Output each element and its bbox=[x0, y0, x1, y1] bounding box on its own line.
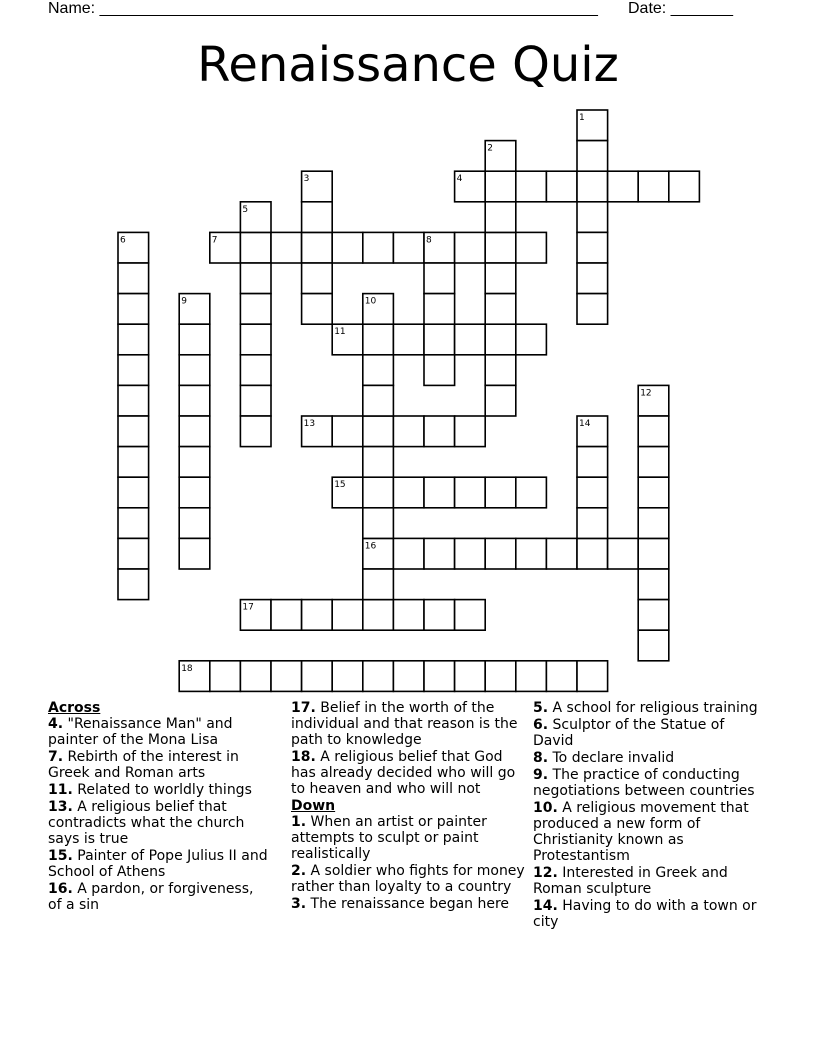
clue-number: 5. bbox=[533, 700, 549, 716]
across-column-1 bbox=[48, 700, 270, 914]
grid-cell[interactable] bbox=[118, 324, 149, 355]
grid-cell[interactable] bbox=[271, 232, 302, 263]
clue-number: 13. bbox=[48, 799, 73, 815]
grid-cell[interactable] bbox=[118, 569, 149, 600]
clue-text: Rebirth of the interest in Greek and Roman arts bbox=[48, 749, 239, 781]
clue-number: 14. bbox=[533, 898, 558, 914]
grid-cell[interactable] bbox=[669, 171, 700, 202]
clue-text: Having to do with a town or city bbox=[533, 898, 757, 930]
down-column-3 bbox=[533, 700, 765, 931]
across-clue bbox=[48, 799, 270, 847]
grid-cell[interactable] bbox=[118, 538, 149, 569]
grid-cell[interactable] bbox=[638, 508, 669, 539]
clue-number-label: 16 bbox=[364, 541, 377, 552]
date-field-label[interactable]: Date: _______ bbox=[628, 0, 733, 17]
clue-number: 12. bbox=[533, 865, 558, 881]
across-clue bbox=[48, 716, 270, 748]
grid-cell[interactable] bbox=[363, 355, 394, 386]
down-clue bbox=[291, 863, 526, 895]
grid-cell[interactable] bbox=[363, 569, 394, 600]
across-clue bbox=[48, 848, 270, 880]
grid-cell[interactable] bbox=[485, 385, 516, 416]
grid-cell[interactable] bbox=[363, 416, 394, 447]
clue-text: "Renaissance Man" and painter of the Mona Lisa bbox=[48, 716, 233, 748]
down-clue bbox=[291, 814, 526, 862]
across-column-2 bbox=[291, 700, 526, 913]
grid-cell[interactable] bbox=[577, 294, 608, 325]
grid-cell[interactable] bbox=[363, 508, 394, 539]
grid-cell[interactable] bbox=[455, 232, 486, 263]
grid-cell[interactable] bbox=[485, 355, 516, 386]
grid-cell[interactable] bbox=[240, 385, 271, 416]
grid-cell[interactable] bbox=[577, 508, 608, 539]
clue-number: 8. bbox=[533, 750, 549, 766]
grid-cell[interactable] bbox=[485, 202, 516, 233]
grid-cell[interactable] bbox=[363, 324, 394, 355]
grid-cell[interactable] bbox=[302, 661, 333, 692]
grid-cell[interactable] bbox=[577, 263, 608, 294]
grid-cell[interactable] bbox=[546, 661, 577, 692]
grid-cell[interactable] bbox=[638, 477, 669, 508]
grid-cell[interactable] bbox=[516, 661, 547, 692]
clue-number-label: 11 bbox=[334, 327, 346, 338]
clue-text: A religious movement that produced a new form of Christianity known as Protestantism bbox=[533, 800, 749, 864]
clue-number: 3. bbox=[291, 896, 307, 912]
grid-cell[interactable] bbox=[332, 416, 363, 447]
grid-cell[interactable] bbox=[577, 538, 608, 569]
grid-cell[interactable] bbox=[516, 538, 547, 569]
grid-cell[interactable] bbox=[118, 477, 149, 508]
clue-text: A religious belief that God has already decided who will go to heaven and who will not bbox=[291, 749, 516, 797]
across-clue bbox=[48, 749, 270, 781]
clue-number: 1. bbox=[291, 814, 307, 830]
clue-number: 17. bbox=[291, 700, 316, 716]
grid-cell[interactable] bbox=[516, 171, 547, 202]
grid-cell[interactable] bbox=[118, 385, 149, 416]
clue-number-label: 2 bbox=[487, 143, 493, 154]
grid-cell[interactable] bbox=[485, 232, 516, 263]
grid-cell[interactable] bbox=[332, 600, 363, 631]
grid-cell[interactable] bbox=[240, 232, 271, 263]
grid-cell[interactable] bbox=[516, 232, 547, 263]
clue-number-label: 10 bbox=[364, 296, 377, 307]
grid-cell[interactable] bbox=[363, 661, 394, 692]
grid-cell[interactable] bbox=[455, 538, 486, 569]
grid-cell[interactable] bbox=[179, 538, 210, 569]
grid-cell[interactable] bbox=[638, 171, 669, 202]
grid-cell[interactable] bbox=[424, 324, 455, 355]
clue-number-label: 9 bbox=[181, 296, 187, 307]
grid-cell[interactable] bbox=[179, 447, 210, 478]
clue-text: Related to worldly things bbox=[72, 782, 252, 798]
clue-number: 9. bbox=[533, 767, 549, 783]
grid-cell[interactable] bbox=[393, 477, 424, 508]
grid-cell[interactable] bbox=[302, 232, 333, 263]
clue-text: The practice of conducting negotiations between countries bbox=[533, 767, 755, 799]
clue-text: Sculptor of the Statue of David bbox=[533, 717, 725, 749]
across-clue bbox=[48, 881, 270, 913]
grid-cell[interactable] bbox=[546, 538, 577, 569]
grid-cell[interactable] bbox=[302, 202, 333, 233]
grid-cell[interactable] bbox=[455, 600, 486, 631]
clue-number-label: 7 bbox=[211, 235, 218, 246]
down-clue bbox=[533, 865, 765, 897]
page-title: Renaissance Quiz bbox=[197, 37, 619, 93]
grid-cell[interactable] bbox=[638, 447, 669, 478]
grid-cell[interactable] bbox=[455, 416, 486, 447]
grid-cell[interactable] bbox=[485, 263, 516, 294]
down-heading: Down bbox=[291, 798, 336, 814]
grid-cell[interactable] bbox=[393, 232, 424, 263]
grid-cell[interactable] bbox=[179, 477, 210, 508]
grid-cell[interactable] bbox=[546, 171, 577, 202]
clue-number-label: 14 bbox=[579, 419, 591, 429]
grid-cell[interactable] bbox=[608, 538, 639, 569]
clue-number: 6. bbox=[533, 717, 549, 733]
grid-cell[interactable] bbox=[485, 538, 516, 569]
grid-cell[interactable] bbox=[179, 416, 210, 447]
grid-cell[interactable] bbox=[424, 477, 455, 508]
grid-cell[interactable] bbox=[638, 416, 669, 447]
grid-cell[interactable] bbox=[393, 324, 424, 355]
clue-number: 7. bbox=[48, 749, 64, 765]
clue-text: A soldier who fights for money rather than loyalty to a country bbox=[291, 863, 525, 895]
grid-cell[interactable] bbox=[302, 263, 333, 294]
grid-cell[interactable] bbox=[118, 263, 149, 294]
clue-number-label: 6 bbox=[120, 235, 126, 246]
clue-number: 11. bbox=[48, 782, 73, 798]
grid-cell[interactable] bbox=[455, 661, 486, 692]
clue-number-label: 13 bbox=[303, 419, 316, 429]
clue-number-label: 18 bbox=[181, 663, 193, 674]
down-clue bbox=[533, 898, 765, 930]
grid-cell[interactable] bbox=[638, 600, 669, 631]
clue-number: 16. bbox=[48, 881, 73, 897]
grid-cell[interactable] bbox=[118, 294, 149, 325]
grid-cell[interactable] bbox=[363, 477, 394, 508]
grid-cell[interactable] bbox=[516, 324, 547, 355]
clue-number: 18. bbox=[291, 749, 316, 765]
grid-cell[interactable] bbox=[363, 600, 394, 631]
across-clue bbox=[48, 782, 270, 798]
grid-cell[interactable] bbox=[118, 508, 149, 539]
grid-cell[interactable] bbox=[577, 661, 608, 692]
grid-cell[interactable] bbox=[516, 477, 547, 508]
grid-cell[interactable] bbox=[577, 141, 608, 172]
grid-cell[interactable] bbox=[179, 385, 210, 416]
grid-cell[interactable] bbox=[363, 232, 394, 263]
grid-cell[interactable] bbox=[424, 661, 455, 692]
grid-cell[interactable] bbox=[424, 294, 455, 325]
grid-cell[interactable] bbox=[363, 447, 394, 478]
grid-cell[interactable] bbox=[424, 355, 455, 386]
grid-cell[interactable] bbox=[608, 171, 639, 202]
down-clue bbox=[533, 717, 765, 749]
grid-cell[interactable] bbox=[393, 661, 424, 692]
grid-cell[interactable] bbox=[485, 171, 516, 202]
across-clue bbox=[291, 700, 526, 748]
grid-cell[interactable] bbox=[240, 324, 271, 355]
grid-cell[interactable] bbox=[240, 294, 271, 325]
grid-cell[interactable] bbox=[577, 447, 608, 478]
clue-text: A school for religious training bbox=[548, 700, 758, 716]
grid-cell[interactable] bbox=[118, 416, 149, 447]
grid-cell[interactable] bbox=[577, 202, 608, 233]
grid-cell[interactable] bbox=[424, 416, 455, 447]
grid-cell[interactable] bbox=[455, 324, 486, 355]
clue-number-label: 8 bbox=[426, 235, 432, 246]
clue-text: Painter of Pope Julius II and School of Athens bbox=[48, 848, 268, 880]
grid-cell[interactable] bbox=[577, 232, 608, 263]
grid-cell[interactable] bbox=[118, 447, 149, 478]
grid-cell[interactable] bbox=[485, 661, 516, 692]
clue-text: Belief in the worth of the individual and that reason is the path to knowledge bbox=[291, 700, 518, 748]
clue-number-label: 4 bbox=[456, 174, 463, 185]
clue-text: When an artist or painter attempts to sculpt or paint realistically bbox=[291, 814, 487, 862]
grid-cell[interactable] bbox=[271, 600, 302, 631]
clue-number: 15. bbox=[48, 848, 73, 864]
grid-cell[interactable] bbox=[424, 538, 455, 569]
clue-text: The renaissance began here bbox=[306, 896, 510, 912]
down-clue bbox=[533, 767, 765, 799]
grid-cell[interactable] bbox=[485, 294, 516, 325]
grid-cell[interactable] bbox=[577, 171, 608, 202]
clue-number: 10. bbox=[533, 800, 558, 816]
down-clue bbox=[533, 700, 765, 716]
grid-cell[interactable] bbox=[577, 477, 608, 508]
grid-cell[interactable] bbox=[271, 661, 302, 692]
clue-number-label: 5 bbox=[242, 204, 249, 215]
grid-cell[interactable] bbox=[393, 600, 424, 631]
grid-cell[interactable] bbox=[455, 477, 486, 508]
grid-cell[interactable] bbox=[424, 600, 455, 631]
clue-text: Interested in Greek and Roman sculpture bbox=[533, 865, 728, 897]
grid-cell[interactable] bbox=[638, 569, 669, 600]
clue-text: A religious belief that contradicts what the church says is true bbox=[48, 799, 245, 847]
grid-cell[interactable] bbox=[393, 538, 424, 569]
clue-number-label: 15 bbox=[334, 480, 346, 491]
down-clue bbox=[291, 896, 526, 912]
grid-cell[interactable] bbox=[302, 600, 333, 631]
clue-number-label: 12 bbox=[640, 388, 652, 399]
grid-cell[interactable] bbox=[210, 661, 241, 692]
grid-cell[interactable] bbox=[240, 416, 271, 447]
clue-number: 2. bbox=[291, 863, 307, 879]
grid-cell[interactable] bbox=[393, 416, 424, 447]
grid-cell[interactable] bbox=[240, 661, 271, 692]
clue-number: 4. bbox=[48, 716, 64, 732]
clue-text: To declare invalid bbox=[548, 750, 675, 766]
grid-cell[interactable] bbox=[179, 508, 210, 539]
grid-cell[interactable] bbox=[638, 538, 669, 569]
across-heading: Across bbox=[48, 700, 101, 716]
down-clue bbox=[533, 750, 765, 766]
name-field-label[interactable]: Name: ________________________________________________________ bbox=[48, 0, 598, 17]
grid-cell[interactable] bbox=[485, 477, 516, 508]
grid-cell[interactable] bbox=[332, 661, 363, 692]
clue-text: A pardon, or forgiveness, of a sin bbox=[48, 881, 254, 913]
grid-cell[interactable] bbox=[179, 355, 210, 386]
grid-cell[interactable] bbox=[485, 324, 516, 355]
grid-cell[interactable] bbox=[332, 232, 363, 263]
down-clue bbox=[533, 800, 765, 864]
clue-number-label: 1 bbox=[579, 113, 585, 123]
grid-cell[interactable] bbox=[240, 263, 271, 294]
clue-number-label: 3 bbox=[303, 174, 310, 185]
grid-cell[interactable] bbox=[118, 355, 149, 386]
grid-cell[interactable] bbox=[240, 355, 271, 386]
across-clue bbox=[291, 749, 526, 797]
grid-cell[interactable] bbox=[638, 630, 669, 661]
clue-number-label: 17 bbox=[242, 602, 254, 613]
grid-cell[interactable] bbox=[302, 294, 333, 325]
grid-cell[interactable] bbox=[363, 385, 394, 416]
grid-cell[interactable] bbox=[179, 324, 210, 355]
grid-cell[interactable] bbox=[424, 263, 455, 294]
